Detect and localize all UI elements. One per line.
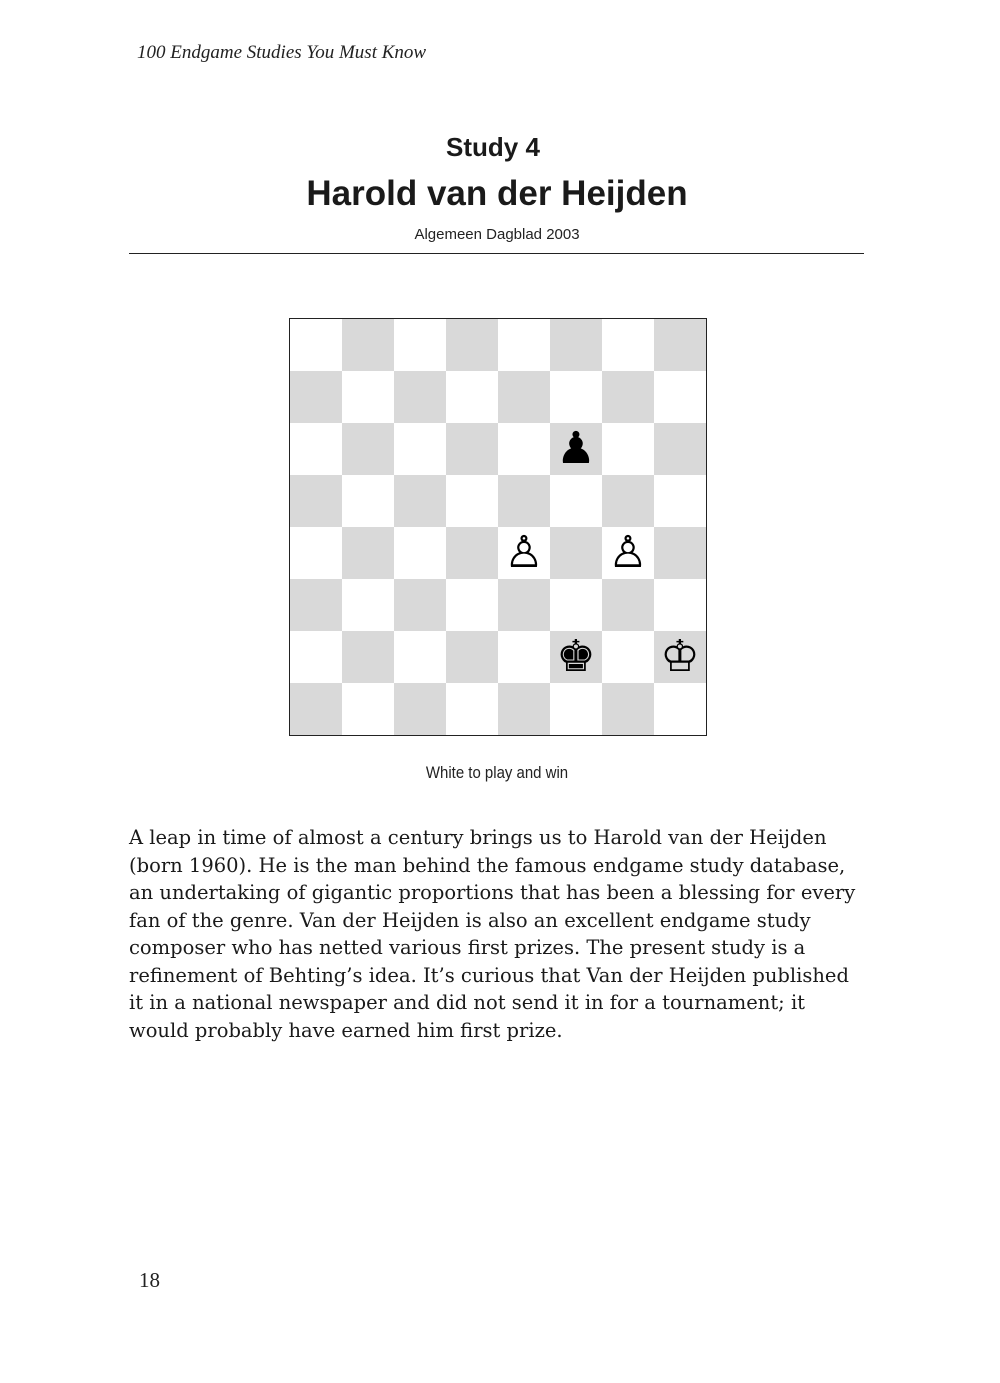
square-h3 xyxy=(654,579,706,631)
square-c7 xyxy=(394,371,446,423)
square-e4 xyxy=(498,527,550,579)
square-d3 xyxy=(446,579,498,631)
square-f7 xyxy=(550,371,602,423)
study-source: Algemeen Dagblad 2003 xyxy=(414,226,580,243)
square-h2 xyxy=(654,631,706,683)
square-b2 xyxy=(342,631,394,683)
square-c1 xyxy=(394,683,446,735)
diagram-caption: White to play and win xyxy=(425,763,569,782)
square-d6 xyxy=(446,423,498,475)
square-a7 xyxy=(290,371,342,423)
square-a5 xyxy=(290,475,342,527)
square-b3 xyxy=(342,579,394,631)
square-a4 xyxy=(290,527,342,579)
square-d7 xyxy=(446,371,498,423)
square-e5 xyxy=(498,475,550,527)
square-g5 xyxy=(602,475,654,527)
square-h7 xyxy=(654,371,706,423)
square-a6 xyxy=(290,423,342,475)
square-f2 xyxy=(550,631,602,683)
square-g1 xyxy=(602,683,654,735)
square-b8 xyxy=(342,319,394,371)
square-h4 xyxy=(654,527,706,579)
square-g3 xyxy=(602,579,654,631)
square-a2 xyxy=(290,631,342,683)
black-pawn-icon: ♟ xyxy=(556,423,596,474)
square-c4 xyxy=(394,527,446,579)
square-f4 xyxy=(550,527,602,579)
study-number: Study 4 xyxy=(446,132,540,162)
square-h8 xyxy=(654,319,706,371)
black-king-icon: ♚ xyxy=(556,631,596,682)
square-f5 xyxy=(550,475,602,527)
white-king-icon: ♔ xyxy=(660,631,700,682)
square-b6 xyxy=(342,423,394,475)
square-a3 xyxy=(290,579,342,631)
square-g7 xyxy=(602,371,654,423)
square-e8 xyxy=(498,319,550,371)
square-e2 xyxy=(498,631,550,683)
square-c8 xyxy=(394,319,446,371)
square-g2 xyxy=(602,631,654,683)
square-d8 xyxy=(446,319,498,371)
header-rule xyxy=(129,253,864,254)
square-f6 xyxy=(550,423,602,475)
square-g6 xyxy=(602,423,654,475)
square-b5 xyxy=(342,475,394,527)
body-paragraph: A leap in time of almost a century brings us to Harold van der Heijden (born 1960). He is the man behind the famous endgame study database, an undertaking of gigantic proportions that has been a blessing for every fan of the genre. Van der Heijden is also an excellent endgame study composer who has netted various first prizes. The present study is a refinement of Behting’s idea. It’s curious that Van der Heijden published it in a national newspaper and did not send it in for a tournament; it would probably have earned him first prize. xyxy=(129,826,856,1042)
square-g4 xyxy=(602,527,654,579)
square-b7 xyxy=(342,371,394,423)
square-c2 xyxy=(394,631,446,683)
square-d5 xyxy=(446,475,498,527)
square-b4 xyxy=(342,527,394,579)
chess-board xyxy=(289,318,707,736)
square-d4 xyxy=(446,527,498,579)
square-f1 xyxy=(550,683,602,735)
square-f3 xyxy=(550,579,602,631)
square-e6 xyxy=(498,423,550,475)
square-c5 xyxy=(394,475,446,527)
square-a8 xyxy=(290,319,342,371)
square-h1 xyxy=(654,683,706,735)
composer-name: Harold van der Heijden xyxy=(306,174,688,213)
square-b1 xyxy=(342,683,394,735)
square-h5 xyxy=(654,475,706,527)
running-head: 100 Endgame Studies You Must Know xyxy=(137,42,427,63)
white-pawn-icon: ♙ xyxy=(608,527,648,578)
square-h6 xyxy=(654,423,706,475)
square-a1 xyxy=(290,683,342,735)
page-number: 18 xyxy=(139,1268,160,1292)
square-d1 xyxy=(446,683,498,735)
square-e1 xyxy=(498,683,550,735)
square-g8 xyxy=(602,319,654,371)
square-c6 xyxy=(394,423,446,475)
white-pawn-icon: ♙ xyxy=(504,527,544,578)
square-e3 xyxy=(498,579,550,631)
square-d2 xyxy=(446,631,498,683)
square-f8 xyxy=(550,319,602,371)
square-c3 xyxy=(394,579,446,631)
square-e7 xyxy=(498,371,550,423)
